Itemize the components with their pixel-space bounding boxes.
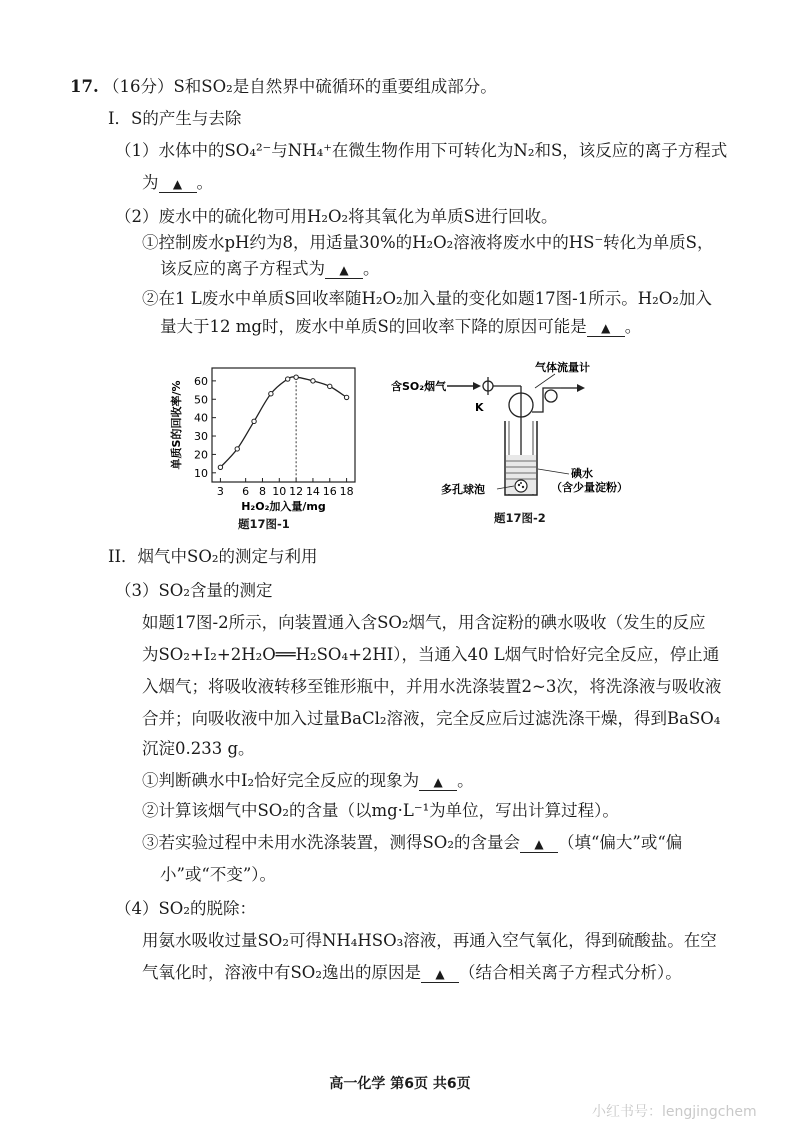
- q3c-line1: [142, 832, 682, 854]
- plot-frame: [212, 368, 355, 482]
- q4-para-line2: [142, 962, 682, 984]
- q3-para-line2: 为SO₂+I₂+2H₂O══H₂SO₄+2HI），当通入40 L烟气时恰好完全反应，停止通: [142, 645, 720, 664]
- answer-blank-q1[interactable]: ▲: [159, 176, 197, 193]
- q3a-suffix: 。: [457, 771, 474, 790]
- q2b-line1: ②在1 L废水中单质S回收率随H₂O₂加入量的变化如题17图-1所示。H₂O₂加入: [142, 289, 712, 308]
- x-tick-label: 14: [305, 485, 320, 498]
- q4-title: （4）SO₂的脱除：: [115, 899, 256, 918]
- data-point: [311, 379, 315, 383]
- data-point: [269, 392, 273, 396]
- q1-line1: （1）水体中的SO₄²⁻与NH₄⁺在微生物作用下可转化为N₂和S，该反应的离子方程式: [115, 141, 728, 160]
- porous-bulb: [515, 480, 527, 492]
- data-point: [235, 447, 239, 451]
- q3-title: （3）SO₂含量的测定: [115, 581, 273, 600]
- fig1-caption: 题17图-1: [238, 517, 290, 531]
- y-tick-label: 60: [194, 374, 208, 388]
- fig2-caption: 题17图-2: [494, 511, 546, 525]
- q1-prefix: 为: [142, 173, 159, 192]
- y-tick-label: 10: [194, 466, 208, 480]
- inlet-arrow: [473, 382, 481, 390]
- y-tick-label: 20: [194, 448, 208, 462]
- data-point: [252, 419, 256, 423]
- part2-title: II．烟气中SO₂的测定与利用: [108, 547, 318, 566]
- x-tick-label: 3: [216, 485, 224, 498]
- q3-para-line4: 合并；向吸收液中加入过量BaCl₂溶液，完全反应后过滤洗涤干燥，得到BaSO₄: [142, 709, 721, 728]
- q2a-line2: [160, 258, 380, 280]
- x-tick-label: 16: [322, 485, 337, 498]
- data-point: [344, 395, 348, 399]
- data-point: [286, 377, 290, 381]
- q4-para-line1: 用氨水吸收过量SO₂可得NH₄HSO₃溶液，再通入空气氧化，得到硫酸盐。在空: [142, 931, 717, 950]
- data-point: [328, 384, 332, 388]
- bubbler-label: 多孔球泡: [441, 483, 485, 496]
- x-tick-label: 18: [339, 485, 354, 498]
- data-point: [294, 375, 298, 379]
- q2a-prefix: 该反应的离子方程式为: [160, 259, 325, 278]
- x-tick-label: 6: [242, 485, 250, 498]
- q3b-line: ②计算该烟气中SO₂的含量（以mg·L⁻¹为单位，写出计算过程）。: [142, 801, 619, 820]
- recovery-curve: [220, 377, 346, 467]
- valve-label: K: [475, 401, 484, 414]
- answer-blank-q4[interactable]: ▲: [421, 966, 459, 983]
- y-tick-label: 50: [194, 393, 208, 407]
- recovery-rate-chart: [160, 362, 360, 512]
- q2b-suffix: 。: [624, 317, 642, 336]
- inlet-label: 含SO₂烟气: [391, 380, 447, 393]
- answer-blank-q3a[interactable]: ▲: [419, 774, 457, 791]
- page-footer: 高一化学 第6页 共6页: [329, 1076, 471, 1092]
- x-tick-label: 12: [289, 485, 304, 498]
- q2b-prefix: 量大于12 mg时，废水中单质S的回收率下降的原因可能是: [160, 317, 587, 336]
- flowmeter-bulb: [545, 390, 557, 402]
- q4-suffix: （结合相关离子方程式分析）。: [458, 963, 682, 982]
- question-intro: （16分）S和SO₂是自然界中硫循环的重要组成部分。: [103, 77, 497, 96]
- q1-line2: [142, 172, 213, 194]
- flowmeter-label: 气体流量计: [535, 361, 590, 374]
- q3c-line2: 小”或“不变”）。: [160, 865, 277, 884]
- watermark: 小红书号：lengjingchem: [592, 1104, 757, 1120]
- q3a-prefix: ①判断碘水中I₂恰好完全反应的现象为: [142, 771, 420, 790]
- x-axis-label: H₂O₂加入量/mg: [241, 500, 326, 512]
- q3-para-line1: 如题17图-2所示，向装置通入含SO₂烟气，用含淀粉的碘水吸收（发生的反应: [142, 613, 706, 632]
- y-axis-label: 单质S的回收率/%: [170, 380, 183, 470]
- answer-blank-q2b[interactable]: ▲: [587, 320, 625, 337]
- x-tick-label: 8: [258, 485, 266, 498]
- part1-title: I．S的产生与去除: [108, 109, 242, 128]
- y-tick-label: 40: [194, 411, 208, 425]
- y-tick-label: 30: [194, 430, 208, 444]
- absorption-apparatus: [385, 355, 645, 515]
- q3c-prefix: ③若实验过程中未用水洗涤装置，测得SO₂的含量会: [142, 833, 520, 852]
- q3-para-line3: 入烟气；将吸收液转移至锥形瓶中，并用水洗涤装置2~3次，将洗涤液与吸收液: [142, 677, 722, 696]
- x-tick-label: 10: [272, 485, 287, 498]
- q3-para-line5: 沉淀0.233 g。: [142, 739, 255, 758]
- q3c-suffix: （填“偏大”或“偏: [557, 833, 683, 852]
- q2a-suffix: 。: [363, 259, 380, 278]
- data-point: [218, 465, 222, 469]
- question-number: 17.: [70, 77, 99, 96]
- iodine-pointer: [538, 469, 569, 474]
- q4-prefix: 气氧化时，溶液中有SO₂逸出的原因是: [142, 963, 421, 982]
- answer-blank-q2a[interactable]: ▲: [325, 262, 363, 279]
- q2a-line1: ①控制废水pH约为8，用适量30%的H₂O₂溶液将废水中的HS⁻转化为单质S，: [142, 233, 714, 252]
- outlet-arrow: [577, 384, 585, 392]
- flowmeter-pointer: [535, 374, 555, 388]
- q2b-line2: [160, 316, 641, 338]
- q3a-line: [142, 770, 474, 792]
- iodine-label: 碘水: [571, 467, 593, 480]
- q1-suffix: 。: [196, 173, 213, 192]
- iodine-note: （含少量淀粉）: [551, 481, 628, 494]
- q2-line1: （2）废水中的硫化物可用H₂O₂将其氧化为单质S进行回收。: [115, 207, 558, 226]
- answer-blank-q3c[interactable]: ▲: [520, 836, 558, 853]
